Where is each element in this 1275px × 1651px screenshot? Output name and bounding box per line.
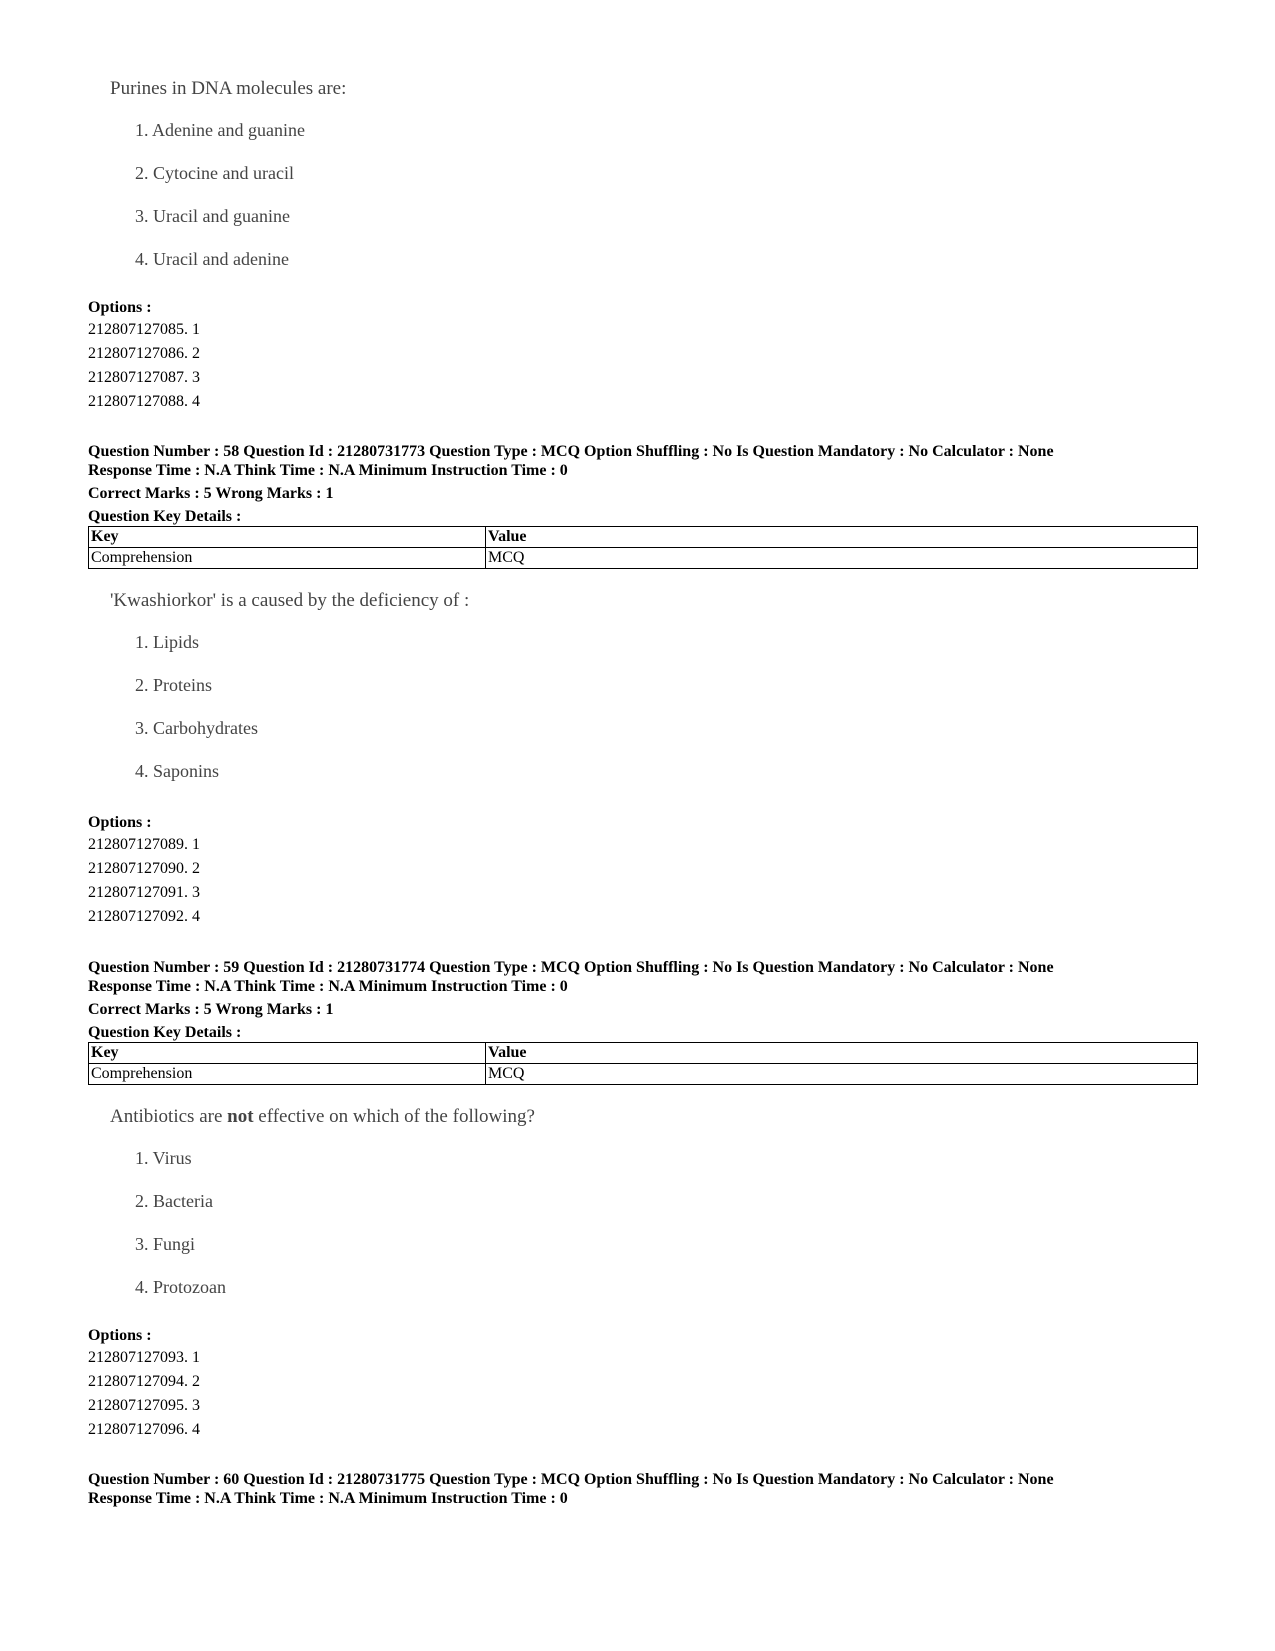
question-meta-line2: Response Time : N.A Think Time : N.A Minimum Instruction Time : 0	[88, 462, 568, 479]
options-block-57	[88, 298, 1198, 414]
key-details-label: Question Key Details :	[88, 1024, 242, 1041]
option-line: 212807127091. 3	[88, 884, 200, 901]
choice-1: 1. Virus	[135, 1148, 192, 1168]
stem-part: effective on which of the following?	[253, 1106, 535, 1127]
table-header-value: Value	[486, 1043, 1198, 1064]
question-image-58	[110, 590, 470, 781]
key-details-table	[88, 1042, 1198, 1085]
question-stem: 'Kwashiorkor' is a caused by the deficiency of :	[110, 590, 470, 611]
choice-4: 4. Protozoan	[135, 1277, 226, 1297]
table-cell-value: MCQ	[486, 548, 1198, 569]
option-line: 212807127085. 1	[88, 321, 200, 338]
question-header-59	[88, 958, 1198, 1085]
option-line: 212807127089. 1	[88, 836, 200, 853]
choice-4: 4. Saponins	[135, 761, 220, 781]
table-header-row	[89, 527, 1198, 548]
question-meta-line1: Question Number : 58 Question Id : 21280731773 Question Type : MCQ Option Shuffling : No Is Question Mandatory : No Calculator : None	[88, 443, 1054, 460]
options-label: Options :	[88, 814, 152, 831]
stem-emphasis: not	[227, 1106, 254, 1127]
option-line: 212807127088. 4	[88, 393, 200, 410]
choice-2: 2. Cytocine and uracil	[135, 163, 294, 183]
table-header-value: Value	[486, 527, 1198, 548]
marks-line: Correct Marks : 5 Wrong Marks : 1	[88, 1001, 334, 1018]
table-header-key: Key	[89, 1043, 486, 1064]
choice-1: 1. Lipids	[135, 632, 200, 652]
question-meta-line1: Question Number : 59 Question Id : 21280731774 Question Type : MCQ Option Shuffling : No Is Question Mandatory : No Calculator : None	[88, 959, 1054, 976]
option-line: 212807127092. 4	[88, 908, 200, 925]
option-line: 212807127093. 1	[88, 1349, 200, 1366]
table-header-key: Key	[89, 527, 486, 548]
option-line: 212807127086. 2	[88, 345, 200, 362]
key-details-label: Question Key Details :	[88, 508, 242, 525]
options-label: Options :	[88, 1327, 152, 1344]
question-stem: Purines in DNA molecules are:	[110, 78, 347, 99]
key-details-table	[88, 526, 1198, 569]
choice-3: 3. Carbohydrates	[135, 718, 258, 738]
question-image-57	[110, 78, 347, 269]
choice-1: 1. Adenine and guanine	[135, 120, 305, 140]
option-line: 212807127096. 4	[88, 1421, 200, 1438]
question-meta-line1: Question Number : 60 Question Id : 21280731775 Question Type : MCQ Option Shuffling : No Is Question Mandatory : No Calculator : None	[88, 1471, 1054, 1488]
stem-part: Antibiotics are	[110, 1106, 228, 1127]
table-cell-value: MCQ	[486, 1064, 1198, 1085]
marks-line: Correct Marks : 5 Wrong Marks : 1	[88, 485, 334, 502]
question-image-59	[110, 1106, 535, 1297]
choice-4: 4. Uracil and adenine	[135, 249, 289, 269]
table-row	[89, 548, 1198, 569]
choice-2: 2. Bacteria	[135, 1191, 213, 1211]
question-meta-line2: Response Time : N.A Think Time : N.A Minimum Instruction Time : 0	[88, 978, 568, 995]
choice-3: 3. Uracil and guanine	[135, 206, 290, 226]
options-label: Options :	[88, 299, 152, 316]
option-line: 212807127090. 2	[88, 860, 200, 877]
options-block-58	[88, 813, 1198, 929]
question-header-58	[88, 442, 1198, 569]
table-header-row	[89, 1043, 1198, 1064]
table-cell-key: Comprehension	[89, 1064, 486, 1085]
choice-3: 3. Fungi	[135, 1234, 196, 1254]
question-stem	[110, 1106, 535, 1130]
question-header-60	[88, 1470, 1198, 1508]
table-cell-key: Comprehension	[89, 548, 486, 569]
table-row	[89, 1064, 1198, 1085]
options-block-59	[88, 1326, 1198, 1442]
choice-2: 2. Proteins	[135, 675, 213, 695]
question-meta-line2: Response Time : N.A Think Time : N.A Minimum Instruction Time : 0	[88, 1490, 568, 1507]
option-line: 212807127094. 2	[88, 1373, 200, 1390]
option-line: 212807127095. 3	[88, 1397, 200, 1414]
option-line: 212807127087. 3	[88, 369, 200, 386]
